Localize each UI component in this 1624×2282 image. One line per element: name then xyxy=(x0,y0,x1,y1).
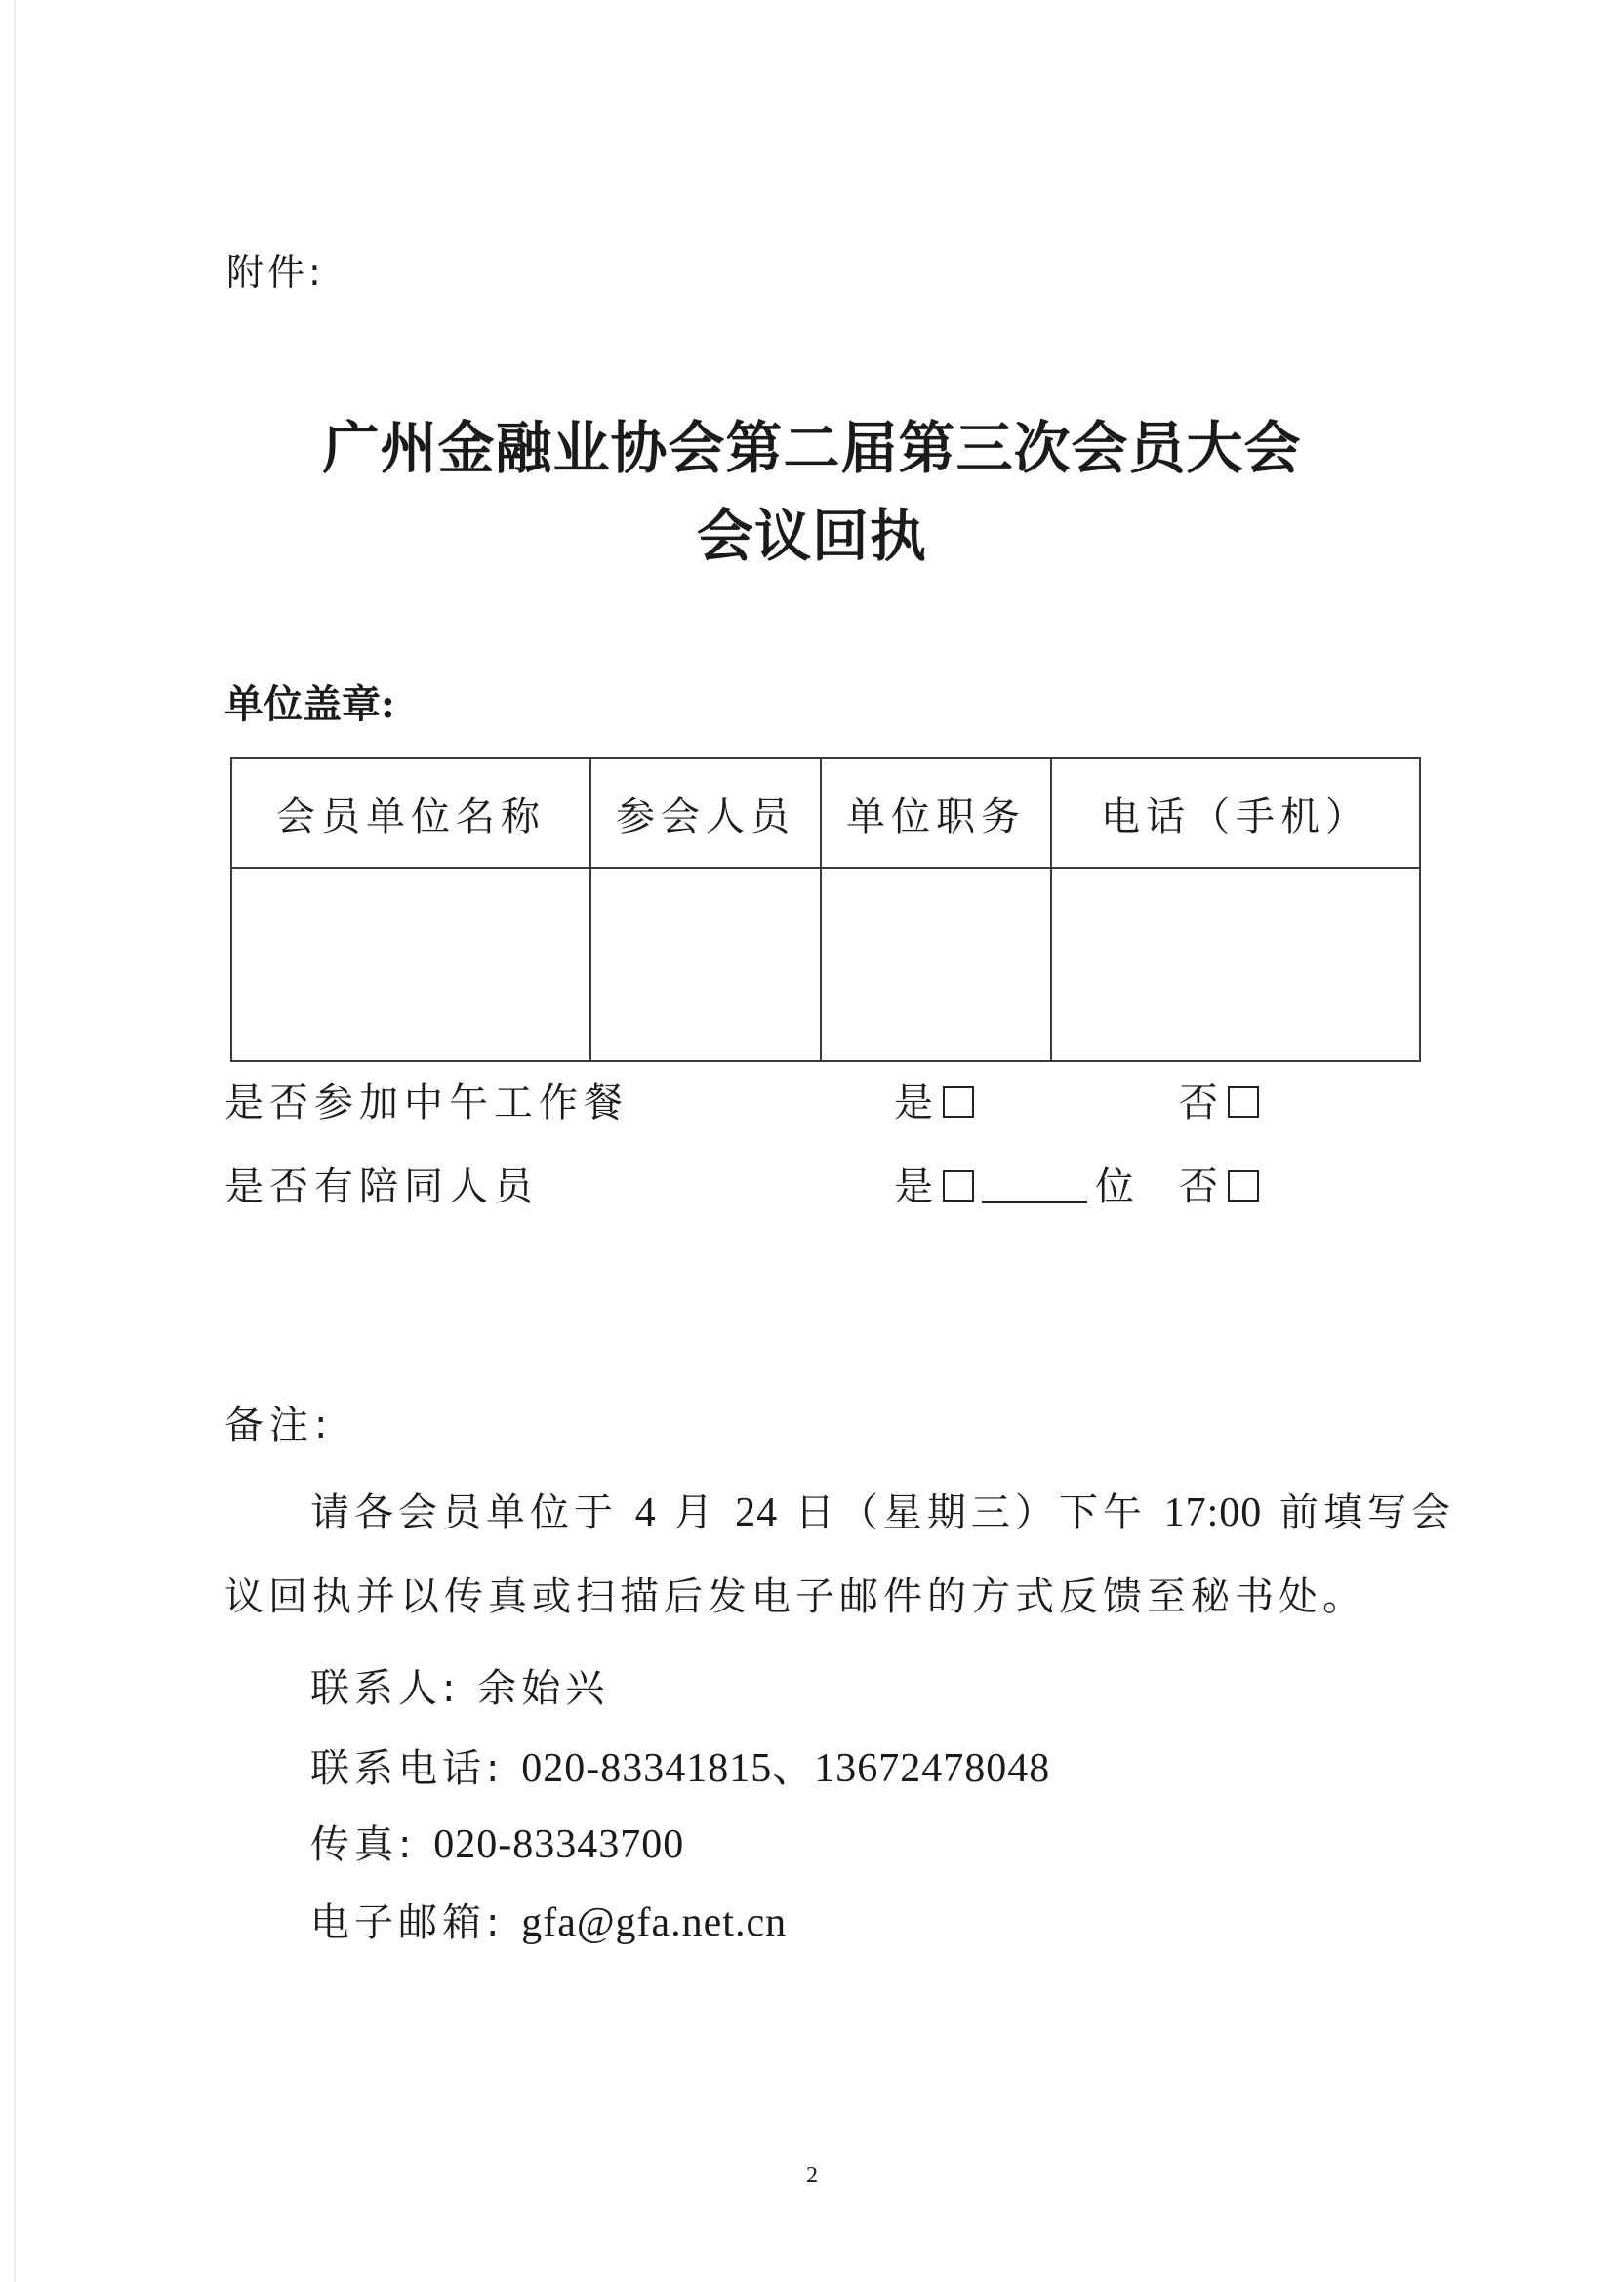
remarks-text: 日（星期三）下午 xyxy=(794,1490,1147,1535)
companion-unit-label: 位 xyxy=(1095,1164,1140,1209)
lunch-no-option[interactable] xyxy=(1179,1072,1259,1127)
companion-no-label: 否 xyxy=(1179,1164,1224,1209)
companion-yes-checkbox[interactable] xyxy=(943,1170,974,1202)
lunch-yes-label: 是 xyxy=(894,1080,939,1125)
email-label: 电子邮箱: xyxy=(310,1900,505,1945)
remarks-text: 前填写会 xyxy=(1279,1490,1455,1535)
header-phone: 电话（手机） xyxy=(1051,758,1420,868)
contact-phone-label: 联系电话: xyxy=(310,1746,505,1791)
lunch-no-label: 否 xyxy=(1179,1080,1224,1125)
fax-label: 传真: xyxy=(310,1822,417,1867)
fax-value: 020-83343700 xyxy=(433,1822,685,1867)
lunch-yes-option[interactable] xyxy=(894,1072,974,1127)
header-position: 单位职务 xyxy=(821,758,1051,868)
header-attendees: 参会人员 xyxy=(590,758,821,868)
companion-no-option[interactable] xyxy=(1179,1156,1259,1211)
companion-count-blank[interactable] xyxy=(982,1163,1087,1203)
contact-person-value: 余始兴 xyxy=(477,1666,610,1711)
contact-phone-value: 020-83341815、13672478048 xyxy=(521,1746,1051,1791)
unit-stamp-label: 单位盖章: xyxy=(224,681,395,727)
table-header-row xyxy=(231,758,1420,868)
remarks-label: 备注: xyxy=(224,1403,334,1447)
contact-person-label: 联系人: xyxy=(310,1666,461,1711)
cell-position[interactable] xyxy=(821,868,1051,1061)
document-title-line2: 会议回执 xyxy=(696,503,927,569)
remarks-paragraph-line1 xyxy=(310,1482,1455,1537)
table-row xyxy=(231,868,1420,1061)
remarks-text: 请各会员单位于 xyxy=(310,1490,618,1535)
companion-yes-option[interactable] xyxy=(894,1156,1140,1211)
companion-question: 是否有陪同人员 xyxy=(224,1164,539,1209)
lunch-yes-checkbox[interactable] xyxy=(943,1086,974,1118)
cell-attendees[interactable] xyxy=(590,868,821,1061)
fax xyxy=(310,1813,684,1869)
page-number: 2 xyxy=(806,2163,818,2188)
deadline-day: 24 xyxy=(735,1490,779,1535)
attachment-label: 附件: xyxy=(226,251,325,294)
header-member-unit-name: 会员单位名称 xyxy=(231,758,590,868)
contact-phone xyxy=(310,1735,1050,1794)
companion-yes-label: 是 xyxy=(894,1164,939,1209)
cell-phone[interactable] xyxy=(1051,868,1420,1061)
scan-edge xyxy=(14,0,16,2282)
document-title-line1: 广州金融业协会第二届第三次会员大会 xyxy=(322,415,1302,481)
companion-no-checkbox[interactable] xyxy=(1228,1170,1259,1202)
deadline-month: 4 xyxy=(634,1490,657,1535)
deadline-time: 17:00 xyxy=(1163,1490,1263,1535)
reply-table xyxy=(230,757,1421,1062)
cell-member-unit-name[interactable] xyxy=(231,868,590,1061)
contact-person xyxy=(310,1657,609,1713)
lunch-no-checkbox[interactable] xyxy=(1228,1086,1259,1118)
lunch-question: 是否参加中午工作餐 xyxy=(224,1080,629,1125)
email-value[interactable]: gfa@gfa.net.cn xyxy=(521,1900,788,1945)
email xyxy=(310,1892,787,1947)
remarks-text: 月 xyxy=(673,1490,718,1535)
remarks-paragraph-line2: 议回执并以传真或扫描后发电子邮件的方式反馈至秘书处。 xyxy=(224,1574,1366,1619)
